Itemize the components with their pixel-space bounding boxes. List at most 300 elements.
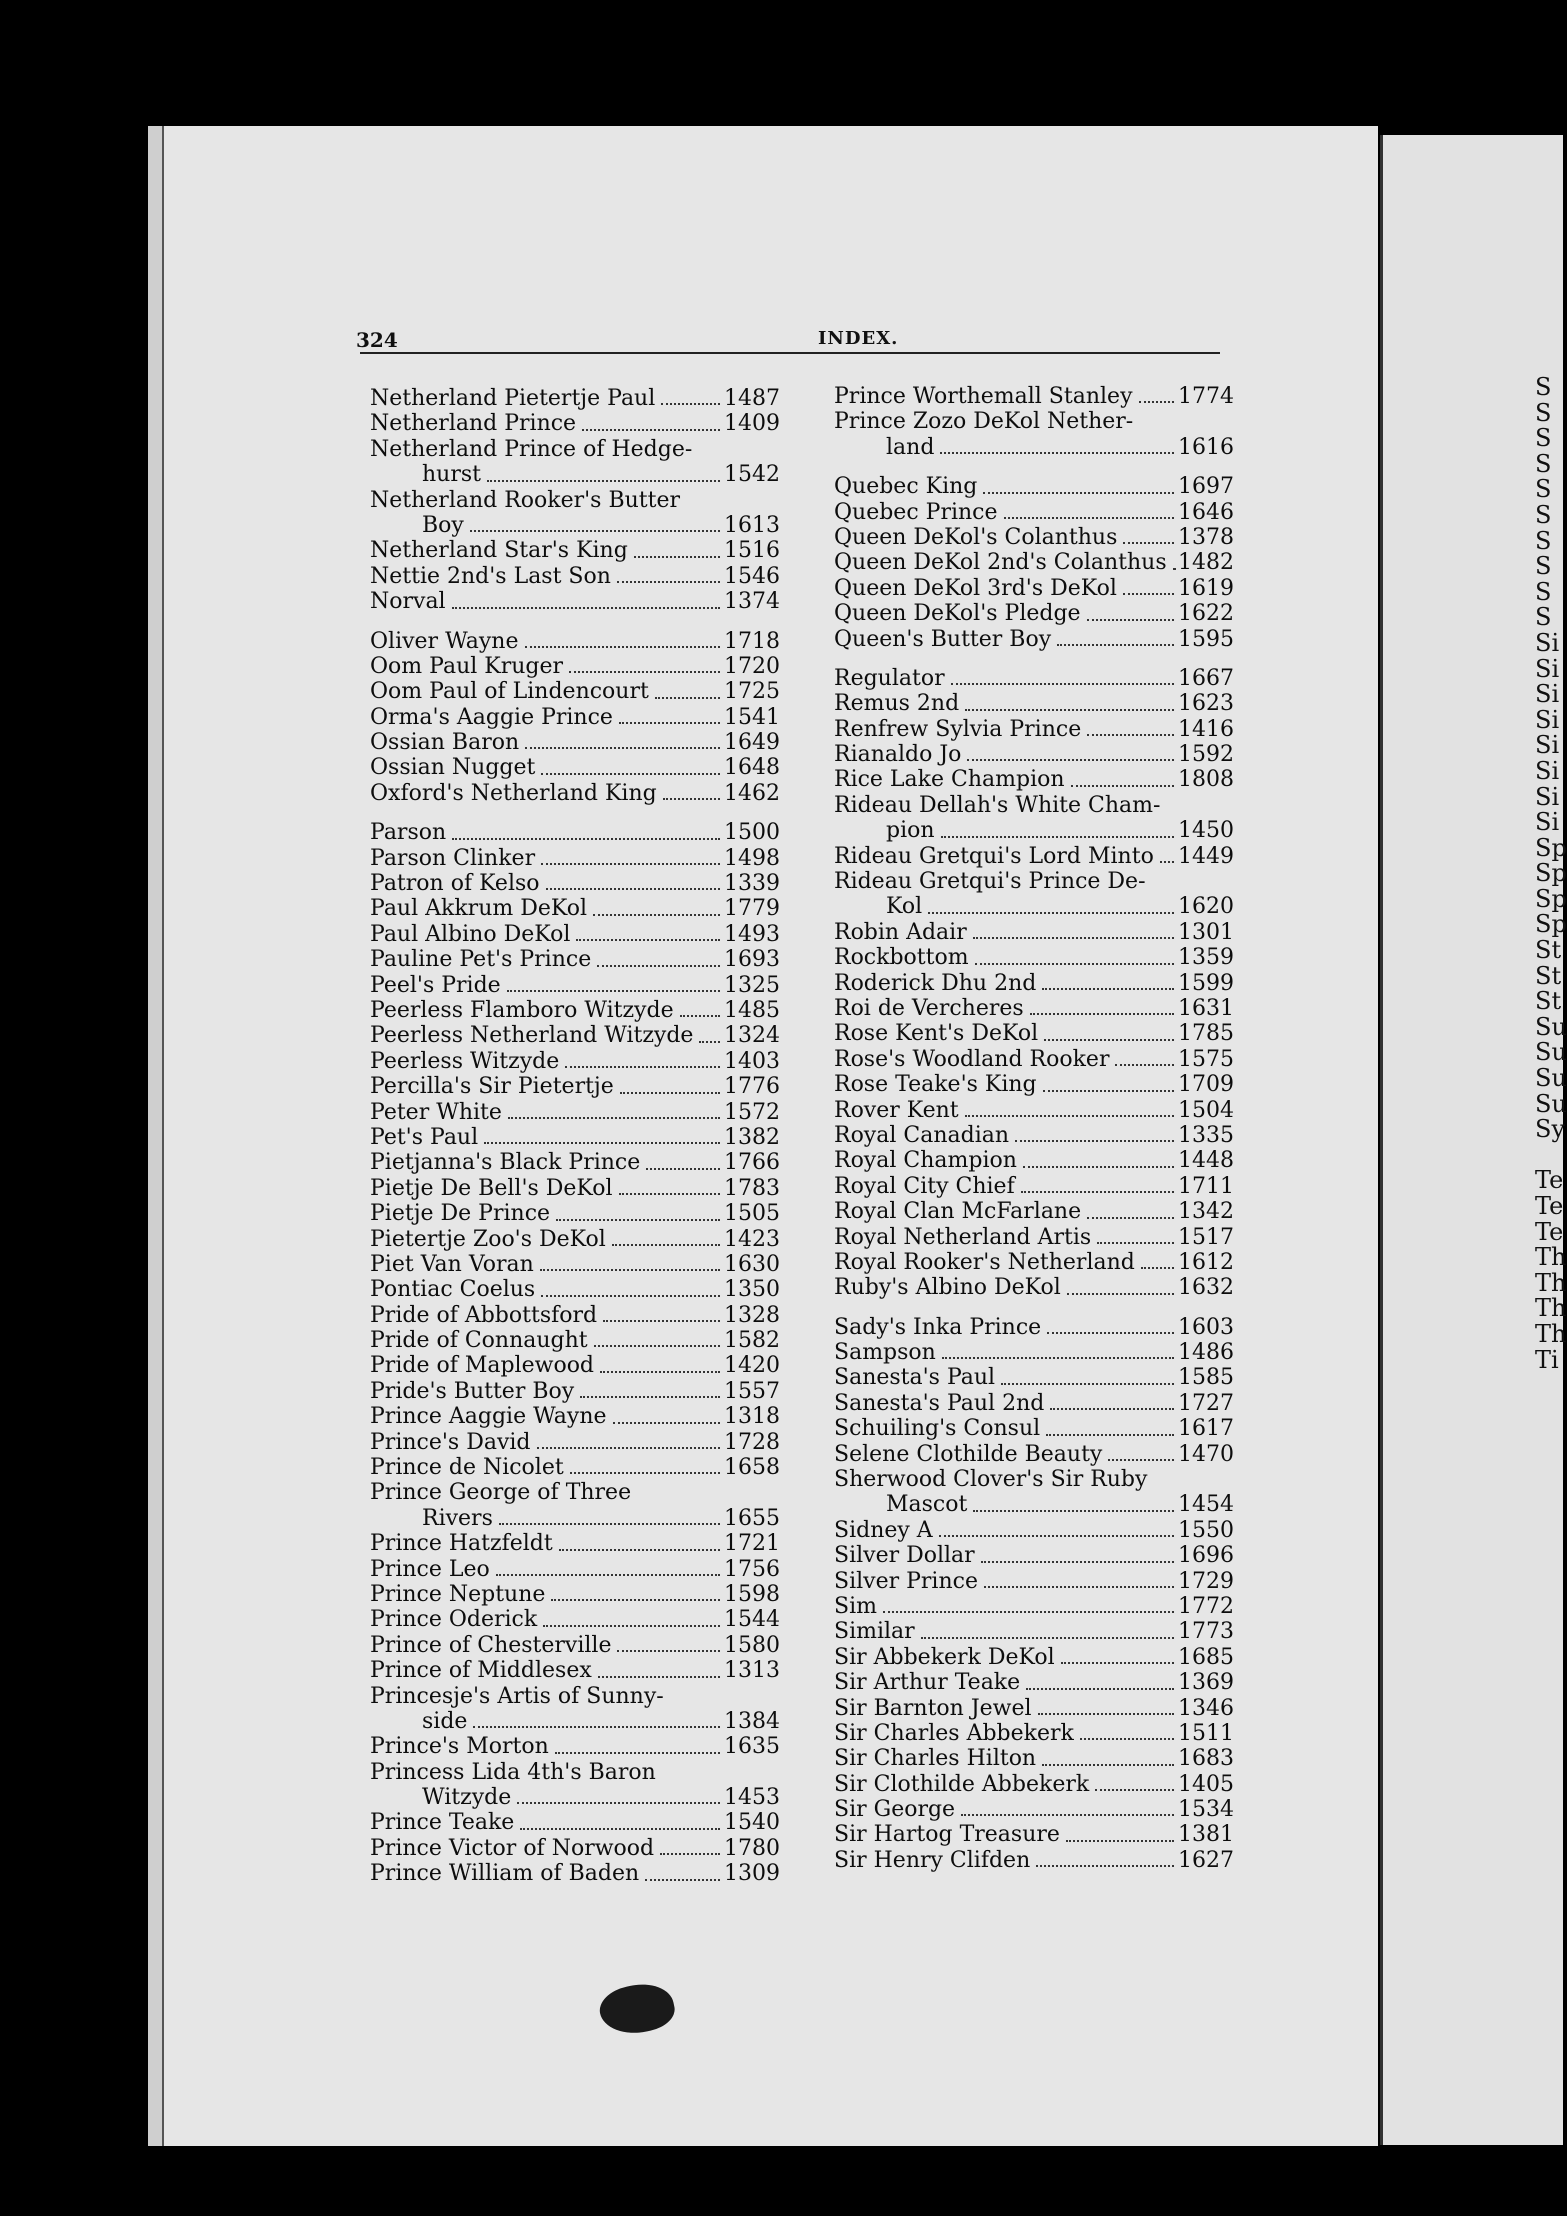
- entry-page-number: 1557: [724, 1378, 780, 1404]
- entry-page-number: 1776: [724, 1074, 780, 1100]
- facing-page-fragment: St: [1535, 936, 1562, 965]
- leader-dots: [613, 1422, 720, 1424]
- entry-name: Regulator: [834, 665, 945, 691]
- leader-dots: [1001, 1383, 1174, 1385]
- index-entry: [370, 973, 780, 998]
- entry-page-number: 1685: [1178, 1644, 1234, 1670]
- entry-page-number: 1696: [1178, 1543, 1234, 1569]
- index-entry: [370, 1506, 780, 1531]
- entry-page-number: 1595: [1178, 626, 1234, 652]
- entry-page-number: 1779: [724, 896, 780, 922]
- leader-dots: [1046, 1434, 1174, 1436]
- entry-page-number: 1648: [724, 755, 780, 781]
- entry-page-number: 1721: [724, 1531, 780, 1557]
- entry-name: Sady's Inka Prince: [834, 1314, 1042, 1340]
- leader-dots: [975, 963, 1174, 965]
- facing-page-fragment: Su: [1535, 1064, 1567, 1093]
- index-entry: [370, 538, 780, 563]
- index-entry: [370, 1252, 780, 1277]
- entry-page-number: 1729: [1178, 1568, 1234, 1594]
- entry-page-number: 1603: [1178, 1314, 1234, 1340]
- facing-page-fragment: S: [1535, 449, 1552, 478]
- index-entry: [834, 550, 1234, 575]
- leader-dots: [699, 1041, 720, 1043]
- facing-page-fragment: Te: [1535, 1192, 1564, 1220]
- index-entry: [370, 1150, 780, 1175]
- entry-page-number: 1774: [1178, 384, 1234, 409]
- entry-page-number: 1485: [724, 997, 780, 1023]
- index-entry: [370, 679, 780, 704]
- entry-page-number: 1416: [1178, 716, 1234, 742]
- leader-dots: [1095, 1789, 1174, 1791]
- index-entry: [370, 462, 780, 487]
- entry-name: Paul Akkrum DeKol: [370, 896, 588, 922]
- index-entry: [834, 384, 1234, 409]
- facing-page-fragment: S: [1535, 577, 1552, 606]
- leader-dots: [541, 773, 720, 775]
- entry-page-number: 1773: [1178, 1619, 1234, 1645]
- entry-page-number: 1635: [724, 1734, 780, 1760]
- leader-dots: [507, 990, 720, 992]
- entry-page-number: 1454: [1178, 1492, 1234, 1518]
- entry-page-number: 1582: [724, 1328, 780, 1354]
- entry-name: Royal City Chief: [834, 1173, 1015, 1199]
- index-entry: [370, 755, 780, 780]
- index-entry: [834, 894, 1234, 919]
- entry-name: Rideau Dellah's White Cham-: [834, 792, 1161, 818]
- index-entry: [370, 730, 780, 755]
- index-entry: [834, 1518, 1234, 1543]
- entry-name: Pietje De Bell's DeKol: [370, 1175, 613, 1201]
- leader-dots: [617, 1650, 720, 1652]
- entry-name: Nettie 2nd's Last Son: [370, 563, 611, 589]
- entry-name: Robin Adair: [834, 919, 967, 945]
- page-title: INDEX.: [818, 328, 899, 349]
- leader-dots: [1026, 1688, 1174, 1690]
- leader-dots: [576, 939, 720, 941]
- entry-name: Ossian Nugget: [370, 755, 536, 781]
- entry-name: Sampson: [834, 1340, 936, 1366]
- entry-page-number: 1534: [1178, 1797, 1234, 1823]
- entry-name: Ossian Baron: [370, 730, 520, 756]
- leader-dots: [473, 1726, 720, 1728]
- entry-name: Rice Lake Champion: [834, 767, 1065, 793]
- entry-page-number: 1335: [1178, 1122, 1234, 1148]
- leader-dots: [965, 709, 1174, 711]
- facing-page-fragment: S: [1535, 373, 1552, 401]
- entry-name: Peel's Pride: [370, 972, 501, 998]
- leader-dots: [556, 1219, 720, 1221]
- facing-page-fragment: Si: [1535, 756, 1560, 785]
- leader-dots: [570, 1472, 720, 1474]
- leader-dots: [537, 1447, 720, 1449]
- entry-name: Sanesta's Paul 2nd: [834, 1390, 1045, 1416]
- entry-name: Prince Worthemall Stanley: [834, 384, 1133, 409]
- entry-name: Norval: [370, 589, 446, 615]
- entry-name: Oom Paul of Lindencourt: [370, 679, 649, 705]
- index-entry: [834, 1822, 1234, 1847]
- entry-name: Prince Aaggie Wayne: [370, 1404, 607, 1430]
- entry-name: Sir Arthur Teake: [834, 1670, 1021, 1696]
- facing-page-fragment: Sy: [1535, 1115, 1565, 1144]
- entry-name: Prince of Middlesex: [370, 1658, 592, 1684]
- facing-page-fragment: St: [1535, 987, 1562, 1016]
- entry-name: Silver Prince: [834, 1568, 978, 1594]
- entry-name: Netherland Rooker's Butter: [370, 487, 681, 513]
- index-entry: [370, 947, 780, 972]
- leader-dots: [941, 836, 1174, 838]
- entry-page-number: 1772: [1178, 1593, 1234, 1619]
- entry-name: Pride of Connaught: [370, 1328, 588, 1354]
- leader-dots: [1087, 734, 1174, 736]
- section-gap: [834, 460, 1234, 474]
- entry-name: Pietje De Prince: [370, 1201, 551, 1227]
- leader-dots: [983, 492, 1174, 494]
- entry-name: Prince George of Three: [370, 1480, 632, 1506]
- leader-dots: [1036, 1865, 1174, 1867]
- entry-name: Roderick Dhu 2nd: [834, 970, 1037, 996]
- entry-name: Princess Lida 4th's Baron: [370, 1759, 656, 1785]
- entry-name: land: [886, 434, 935, 460]
- entry-page-number: 1482: [1178, 550, 1234, 576]
- index-entry: [834, 576, 1234, 601]
- index-entry: [370, 386, 780, 411]
- leader-dots: [1067, 1293, 1174, 1295]
- leader-dots: [973, 1510, 1174, 1512]
- entry-page-number: 1766: [724, 1150, 780, 1176]
- index-entry: [834, 1467, 1234, 1492]
- index-entry: [834, 1391, 1234, 1416]
- leader-dots: [496, 1574, 720, 1576]
- entry-name: Percilla's Sir Pietertje: [370, 1074, 614, 1100]
- entry-name: Prince Oderick: [370, 1607, 538, 1633]
- leader-dots: [1030, 1013, 1174, 1015]
- entry-page-number: 1617: [1178, 1416, 1234, 1442]
- entry-name: Sir Abbekerk DeKol: [834, 1644, 1055, 1670]
- index-entry: [370, 1734, 780, 1759]
- entry-name: Prince Teake: [370, 1810, 515, 1836]
- entry-name: Royal Clan McFarlane: [834, 1199, 1082, 1225]
- leader-dots: [1097, 1242, 1174, 1244]
- entry-name: Peerless Flamboro Witzyde: [370, 997, 674, 1023]
- leader-dots: [655, 697, 720, 699]
- leader-dots: [620, 1092, 720, 1094]
- section-gap: [834, 1301, 1234, 1315]
- index-entry: [370, 1303, 780, 1328]
- index-entry: [834, 996, 1234, 1021]
- entry-page-number: 1592: [1178, 742, 1234, 768]
- entry-name: Sir Barnton Jewel: [834, 1695, 1032, 1721]
- leader-dots: [951, 683, 1174, 685]
- entry-page-number: 1783: [724, 1175, 780, 1201]
- facing-page-fragments: [1535, 375, 1567, 1373]
- index-entry: [370, 513, 780, 538]
- index-entry: [370, 1125, 780, 1150]
- index-entry: [370, 820, 780, 845]
- leader-dots: [541, 1295, 720, 1297]
- leader-dots: [1066, 1840, 1174, 1842]
- entry-page-number: 1630: [724, 1251, 780, 1277]
- index-entry: [834, 793, 1234, 818]
- entry-name: Prince Leo: [370, 1556, 490, 1582]
- index-entry: [834, 1746, 1234, 1771]
- index-entry: [834, 920, 1234, 945]
- index-entry: [834, 1250, 1234, 1275]
- index-column-left: [370, 386, 780, 1887]
- leader-dots: [600, 1371, 720, 1373]
- leader-dots: [940, 452, 1174, 454]
- index-entry: [370, 1049, 780, 1074]
- index-entry: [370, 1176, 780, 1201]
- index-entry: [834, 818, 1234, 843]
- entry-page-number: 1756: [724, 1556, 780, 1582]
- entry-name: Sidney A: [834, 1517, 933, 1543]
- index-entry: [834, 474, 1234, 499]
- entry-name: Prince Hatzfeldt: [370, 1531, 553, 1557]
- leader-dots: [452, 607, 720, 609]
- facing-page-fragment: Sp: [1535, 884, 1567, 913]
- entry-name: Pride's Butter Boy: [370, 1378, 575, 1404]
- entry-name: Prince's David: [370, 1429, 531, 1455]
- index-entry: [834, 1594, 1234, 1619]
- index-entry: [834, 627, 1234, 652]
- entry-page-number: 1504: [1178, 1097, 1234, 1123]
- index-entry: [834, 525, 1234, 550]
- leader-dots: [1043, 1090, 1174, 1092]
- index-entry: [834, 1645, 1234, 1670]
- entry-page-number: 1620: [1178, 894, 1234, 920]
- leader-dots: [967, 759, 1174, 761]
- index-entry: [834, 1619, 1234, 1644]
- index-entry: [370, 896, 780, 921]
- entry-page-number: 1374: [724, 589, 780, 615]
- entry-name: Peerless Witzyde: [370, 1048, 560, 1074]
- entry-page-number: 1632: [1178, 1275, 1234, 1301]
- index-entry: [834, 500, 1234, 525]
- facing-page-fragment: Sp: [1535, 859, 1567, 888]
- index-entry: [834, 1340, 1234, 1365]
- index-entry: [834, 1148, 1234, 1173]
- entry-page-number: 1619: [1178, 575, 1234, 601]
- entry-page-number: 1709: [1178, 1072, 1234, 1098]
- facing-page-fragment: S: [1535, 552, 1552, 581]
- entry-name: Parson Clinker: [370, 845, 536, 871]
- leader-dots: [484, 1142, 720, 1144]
- entry-name: Rivers: [422, 1505, 493, 1531]
- entry-page-number: 1718: [724, 628, 780, 654]
- index-entry: [834, 1047, 1234, 1072]
- leader-dots: [1061, 1662, 1174, 1664]
- entry-name: Sherwood Clover's Sir Ruby: [834, 1467, 1148, 1493]
- entry-page-number: 1500: [724, 820, 780, 846]
- index-entry: [370, 1430, 780, 1455]
- leader-dots: [580, 1396, 720, 1398]
- index-entry: [834, 1772, 1234, 1797]
- index-entry: [834, 1199, 1234, 1224]
- entry-name: Sir Clothilde Abbekerk: [834, 1771, 1090, 1797]
- index-entry: [370, 1074, 780, 1099]
- entry-name: Rianaldo Jo: [834, 742, 962, 768]
- index-entry: [370, 1328, 780, 1353]
- leader-dots: [520, 1828, 720, 1830]
- index-entry: [834, 767, 1234, 792]
- entry-name: Prince's Morton: [370, 1734, 549, 1760]
- facing-page-fragment: Te: [1535, 1217, 1564, 1246]
- leader-dots: [646, 1168, 720, 1170]
- entry-name: Kol: [886, 894, 923, 920]
- entry-page-number: 1544: [724, 1607, 780, 1633]
- entry-name: Boy: [422, 512, 464, 538]
- entry-page-number: 1309: [724, 1861, 780, 1887]
- leader-dots: [541, 863, 720, 865]
- facing-page-fragment: Ti: [1535, 1345, 1559, 1374]
- leader-dots: [984, 1586, 1174, 1588]
- leader-dots: [928, 912, 1174, 914]
- leader-dots: [1087, 619, 1174, 621]
- leader-dots: [1021, 1191, 1174, 1193]
- leader-dots: [1141, 1267, 1174, 1269]
- entry-page-number: 1728: [724, 1429, 780, 1455]
- entry-page-number: 1623: [1178, 691, 1234, 717]
- leader-dots: [961, 1814, 1174, 1816]
- index-entry: [834, 409, 1234, 434]
- entry-page-number: 1318: [724, 1404, 780, 1430]
- facing-page-fragment: Sp: [1535, 910, 1567, 939]
- entry-name: Remus 2nd: [834, 691, 960, 717]
- index-entry: [370, 1658, 780, 1683]
- entry-name: Princesje's Artis of Sunny-: [370, 1683, 664, 1709]
- index-entry: [834, 1670, 1234, 1695]
- facing-page-fragment: [1535, 1143, 1567, 1169]
- entry-name: Pride of Maplewood: [370, 1353, 595, 1379]
- index-entry: [834, 435, 1234, 460]
- page-spine-edge: [148, 126, 164, 2146]
- index-entry: [834, 1315, 1234, 1340]
- entry-page-number: 1487: [724, 386, 780, 411]
- entry-name: Queen DeKol 3rd's DeKol: [834, 575, 1117, 601]
- leader-dots: [1044, 1039, 1174, 1041]
- leader-dots: [603, 1320, 720, 1322]
- entry-page-number: 1517: [1178, 1224, 1234, 1250]
- entry-page-number: 1780: [724, 1835, 780, 1861]
- entry-name: Rose Kent's DeKol: [834, 1021, 1039, 1047]
- entry-page-number: 1785: [1178, 1021, 1234, 1047]
- facing-page-fragment: Si: [1535, 654, 1560, 683]
- entry-name: Sir George: [834, 1797, 956, 1823]
- entry-page-number: 1655: [724, 1505, 780, 1531]
- index-entry: [370, 781, 780, 806]
- leader-dots: [569, 671, 720, 673]
- entry-page-number: 1328: [724, 1302, 780, 1328]
- entry-name: Rover Kent: [834, 1097, 959, 1123]
- index-entry: [370, 1709, 780, 1734]
- index-entry: [370, 488, 780, 513]
- facing-page-fragment: Si: [1535, 628, 1560, 657]
- index-entry: [834, 666, 1234, 691]
- index-entry: [834, 844, 1234, 869]
- entry-page-number: 1486: [1178, 1340, 1234, 1366]
- index-entry: [834, 1797, 1234, 1822]
- index-entry: [370, 654, 780, 679]
- entry-page-number: 1542: [724, 462, 780, 488]
- index-entry: [370, 1785, 780, 1810]
- entry-name: Rideau Gretqui's Prince De-: [834, 869, 1146, 895]
- index-entry: [834, 971, 1234, 996]
- index-entry: [370, 629, 780, 654]
- index-entry: [834, 1442, 1234, 1467]
- leader-dots: [1173, 568, 1174, 570]
- entry-name: Netherland Pietertje Paul: [370, 386, 656, 411]
- entry-page-number: 1313: [724, 1658, 780, 1684]
- index-entry: [834, 1569, 1234, 1594]
- index-entry: [834, 1543, 1234, 1568]
- entry-page-number: 1808: [1178, 767, 1234, 793]
- section-gap: [834, 652, 1234, 666]
- entry-page-number: 1550: [1178, 1517, 1234, 1543]
- entry-page-number: 1540: [724, 1810, 780, 1836]
- index-entry: [834, 1696, 1234, 1721]
- entry-page-number: 1693: [724, 947, 780, 973]
- entry-name: Rose's Woodland Rooker: [834, 1046, 1110, 1072]
- facing-page-fragment: Th: [1535, 1243, 1567, 1272]
- entry-name: Queen DeKol's Pledge: [834, 601, 1081, 627]
- facing-page-fragment: S: [1535, 526, 1552, 555]
- index-entry: [370, 1023, 780, 1048]
- entry-page-number: 1580: [724, 1632, 780, 1658]
- leader-dots: [1004, 517, 1174, 519]
- entry-page-number: 1342: [1178, 1199, 1234, 1225]
- entry-page-number: 1720: [724, 653, 780, 679]
- facing-page-fragment: Su: [1535, 1012, 1567, 1041]
- entry-page-number: 1324: [724, 1023, 780, 1049]
- entry-page-number: 1546: [724, 563, 780, 589]
- leader-dots: [942, 1357, 1174, 1359]
- entry-name: side: [422, 1708, 468, 1734]
- entry-page-number: 1325: [724, 972, 780, 998]
- leader-dots: [543, 1625, 720, 1627]
- leader-dots: [645, 1879, 720, 1881]
- index-entry: [370, 1582, 780, 1607]
- entry-name: Witzyde: [422, 1785, 512, 1811]
- index-entry: [834, 1225, 1234, 1250]
- entry-page-number: 1505: [724, 1201, 780, 1227]
- leader-dots: [1123, 593, 1174, 595]
- page-header: [208, 328, 1218, 352]
- entry-name: Quebec Prince: [834, 499, 998, 525]
- facing-page-fragment: St: [1535, 961, 1562, 990]
- entry-name: Oxford's Netherland King: [370, 780, 657, 806]
- index-entry: [370, 1836, 780, 1861]
- entry-name: Rideau Gretqui's Lord Minto: [834, 843, 1154, 869]
- entry-page-number: 1575: [1178, 1046, 1234, 1072]
- entry-name: Sir Hartog Treasure: [834, 1822, 1060, 1848]
- facing-page-fragment: Th: [1535, 1268, 1567, 1297]
- entry-name: Peerless Netherland Witzyde: [370, 1023, 694, 1049]
- facing-page: [1380, 135, 1567, 2145]
- index-entry: [370, 589, 780, 614]
- entry-page-number: 1627: [1178, 1847, 1234, 1873]
- entry-page-number: 1727: [1178, 1390, 1234, 1416]
- index-entry: [370, 1404, 780, 1429]
- entry-page-number: 1498: [724, 845, 780, 871]
- entry-name: Sir Charles Abbekerk: [834, 1720, 1074, 1746]
- entry-name: Prince Neptune: [370, 1581, 546, 1607]
- entry-page-number: 1453: [724, 1785, 780, 1811]
- index-column-right: [834, 384, 1234, 1873]
- facing-page-fragment: S: [1535, 475, 1552, 504]
- header-rule: [360, 352, 1220, 354]
- leader-dots: [1108, 1459, 1174, 1461]
